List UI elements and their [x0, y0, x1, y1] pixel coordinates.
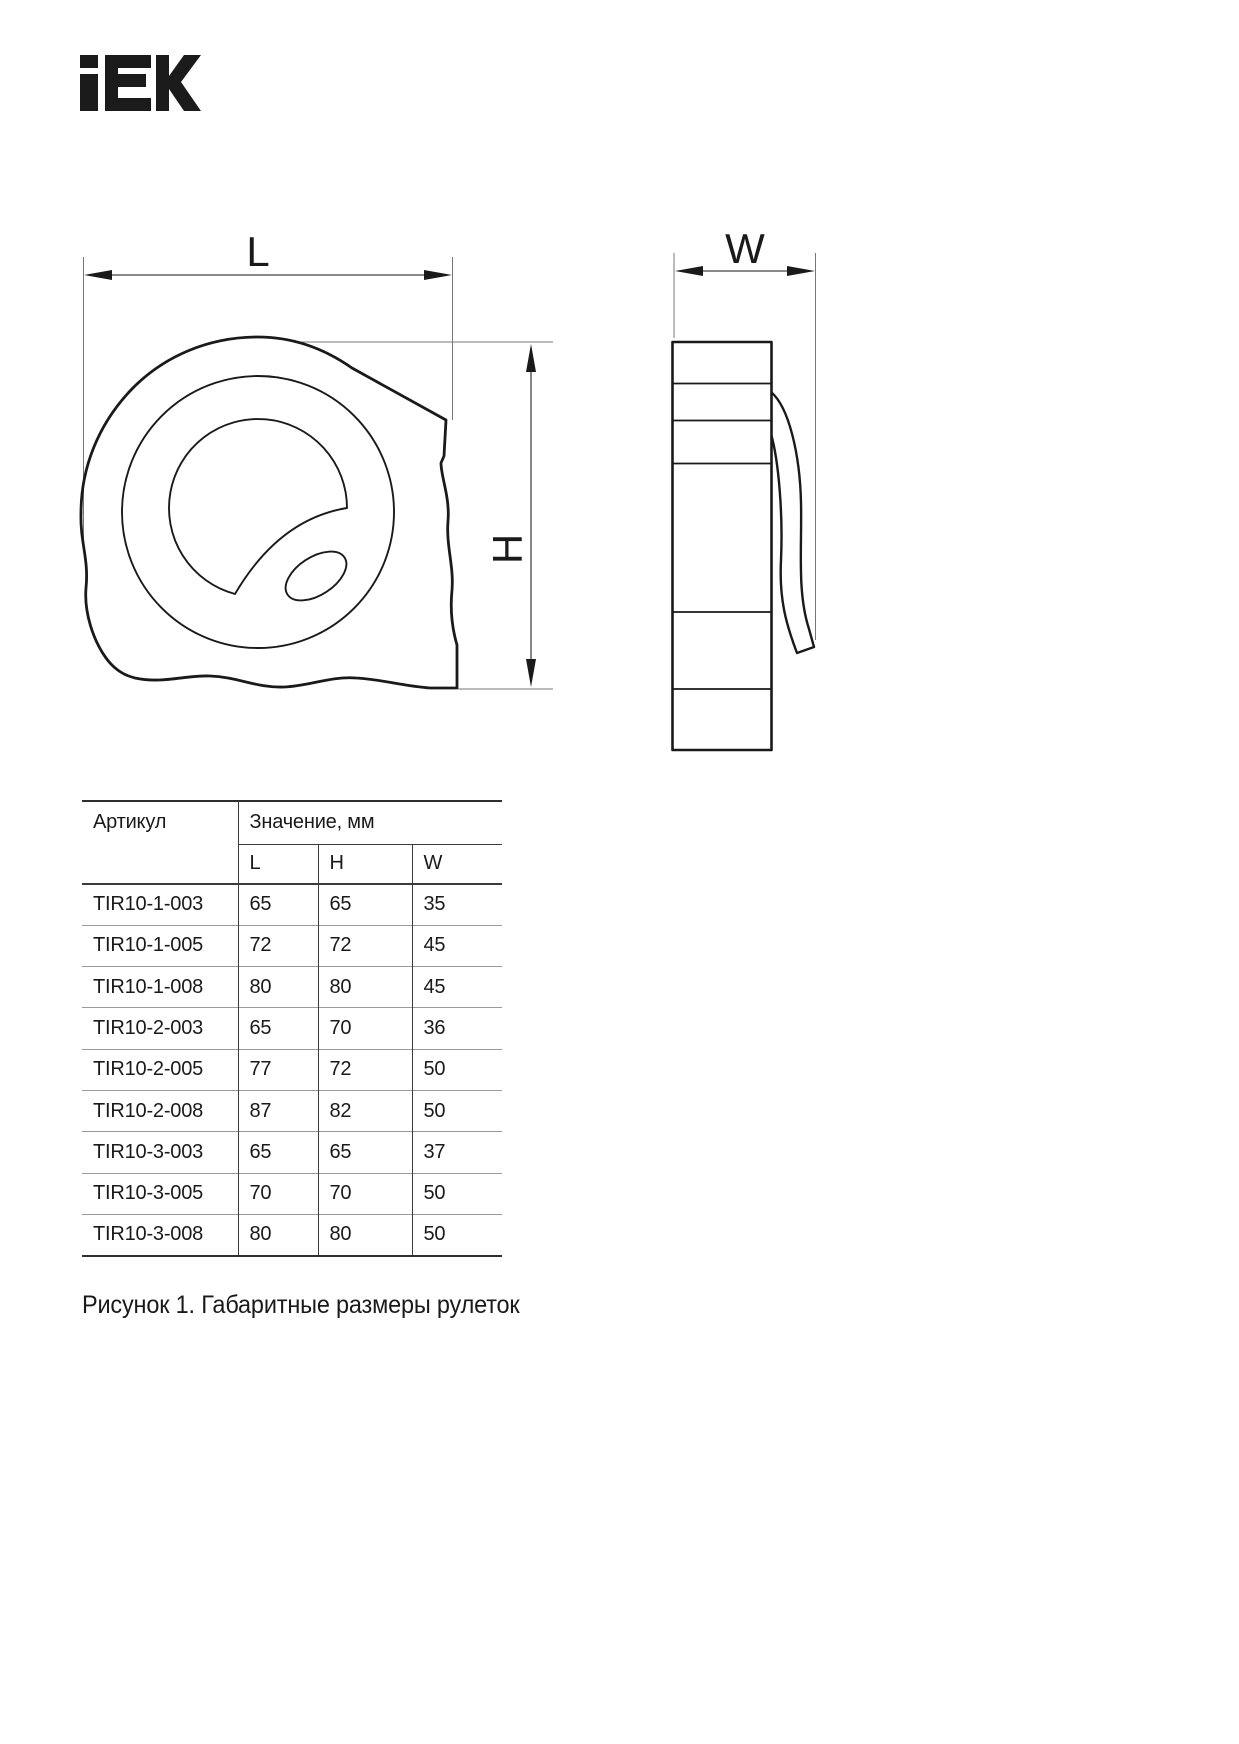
logo-i-dot — [80, 55, 98, 68]
w-arrowhead-right — [787, 266, 815, 276]
w-value-cell: 50 — [412, 1090, 502, 1131]
table-row — [82, 1008, 502, 1049]
col-header-article: Артикул — [82, 801, 238, 884]
dimension-l — [84, 228, 453, 545]
h-value-cell: 80 — [318, 967, 412, 1008]
iek-logo — [80, 54, 201, 112]
side-view-drawing — [673, 342, 815, 750]
table-row — [82, 1132, 502, 1173]
tape-body-outline — [81, 337, 457, 688]
h-value-cell: 72 — [318, 1049, 412, 1090]
h-value-cell: 65 — [318, 1132, 412, 1173]
w-arrowhead-left — [675, 266, 703, 276]
table-header-row-group — [82, 801, 502, 844]
w-value-cell: 45 — [412, 967, 502, 1008]
article-cell: TIR10-2-008 — [82, 1090, 238, 1131]
article-cell: TIR10-1-005 — [82, 925, 238, 966]
tape-coil — [169, 419, 347, 594]
table-row — [82, 1090, 502, 1131]
figure-caption: Рисунок 1. Габаритные размеры рулеток — [82, 1291, 520, 1319]
w-value-cell: 50 — [412, 1214, 502, 1255]
h-value-cell: 72 — [318, 925, 412, 966]
w-value-cell: 36 — [412, 1008, 502, 1049]
table-row — [82, 967, 502, 1008]
h-arrowhead-top — [526, 344, 536, 372]
article-cell: TIR10-3-008 — [82, 1214, 238, 1255]
article-cell: TIR10-3-005 — [82, 1173, 238, 1214]
l-arrowhead-right — [424, 270, 452, 280]
logo-k-glyph — [156, 55, 201, 111]
l-value-cell: 65 — [238, 884, 318, 925]
h-value-cell: 65 — [318, 884, 412, 925]
article-cell: TIR10-3-003 — [82, 1132, 238, 1173]
l-value-cell: 72 — [238, 925, 318, 966]
table-row — [82, 1214, 502, 1255]
w-value-cell: 50 — [412, 1049, 502, 1090]
col-header-l: L — [238, 844, 318, 884]
article-cell: TIR10-2-005 — [82, 1049, 238, 1090]
article-cell: TIR10-2-003 — [82, 1008, 238, 1049]
h-value-cell: 70 — [318, 1008, 412, 1049]
front-view-drawing — [81, 337, 457, 688]
table-row — [82, 1049, 502, 1090]
l-value-cell: 65 — [238, 1132, 318, 1173]
l-value-cell: 80 — [238, 1214, 318, 1255]
article-cell: TIR10-1-008 — [82, 967, 238, 1008]
h-arrowhead-bottom — [526, 659, 536, 687]
tape-exit-window — [277, 542, 355, 611]
dimension-h — [293, 342, 553, 689]
w-dimension-label: W — [725, 225, 765, 272]
l-dimension-label: L — [246, 228, 270, 275]
h-value-cell: 80 — [318, 1214, 412, 1255]
h-dimension-label: H — [484, 533, 531, 565]
l-value-cell: 87 — [238, 1090, 318, 1131]
w-value-cell: 45 — [412, 925, 502, 966]
h-value-cell: 82 — [318, 1090, 412, 1131]
reel-circle — [122, 376, 394, 648]
h-value-cell: 70 — [318, 1173, 412, 1214]
dimension-drawing — [40, 190, 900, 770]
l-value-cell: 65 — [238, 1008, 318, 1049]
table-row — [82, 1173, 502, 1214]
col-header-value-group: Значение, мм — [238, 801, 502, 844]
w-value-cell: 35 — [412, 884, 502, 925]
belt-clip — [771, 392, 814, 653]
article-cell: TIR10-1-003 — [82, 884, 238, 925]
table-row — [82, 884, 502, 925]
l-value-cell: 77 — [238, 1049, 318, 1090]
w-value-cell: 50 — [412, 1173, 502, 1214]
logo-i-stem — [80, 74, 98, 111]
col-header-w: W — [412, 844, 502, 884]
l-value-cell: 80 — [238, 967, 318, 1008]
table-row — [82, 925, 502, 966]
dimensions-table — [82, 800, 502, 1257]
l-arrowhead-left — [84, 270, 112, 280]
w-value-cell: 37 — [412, 1132, 502, 1173]
col-header-h: H — [318, 844, 412, 884]
iek-logo-glyphs — [80, 55, 201, 111]
logo-e-glyph — [105, 55, 151, 111]
l-value-cell: 70 — [238, 1173, 318, 1214]
